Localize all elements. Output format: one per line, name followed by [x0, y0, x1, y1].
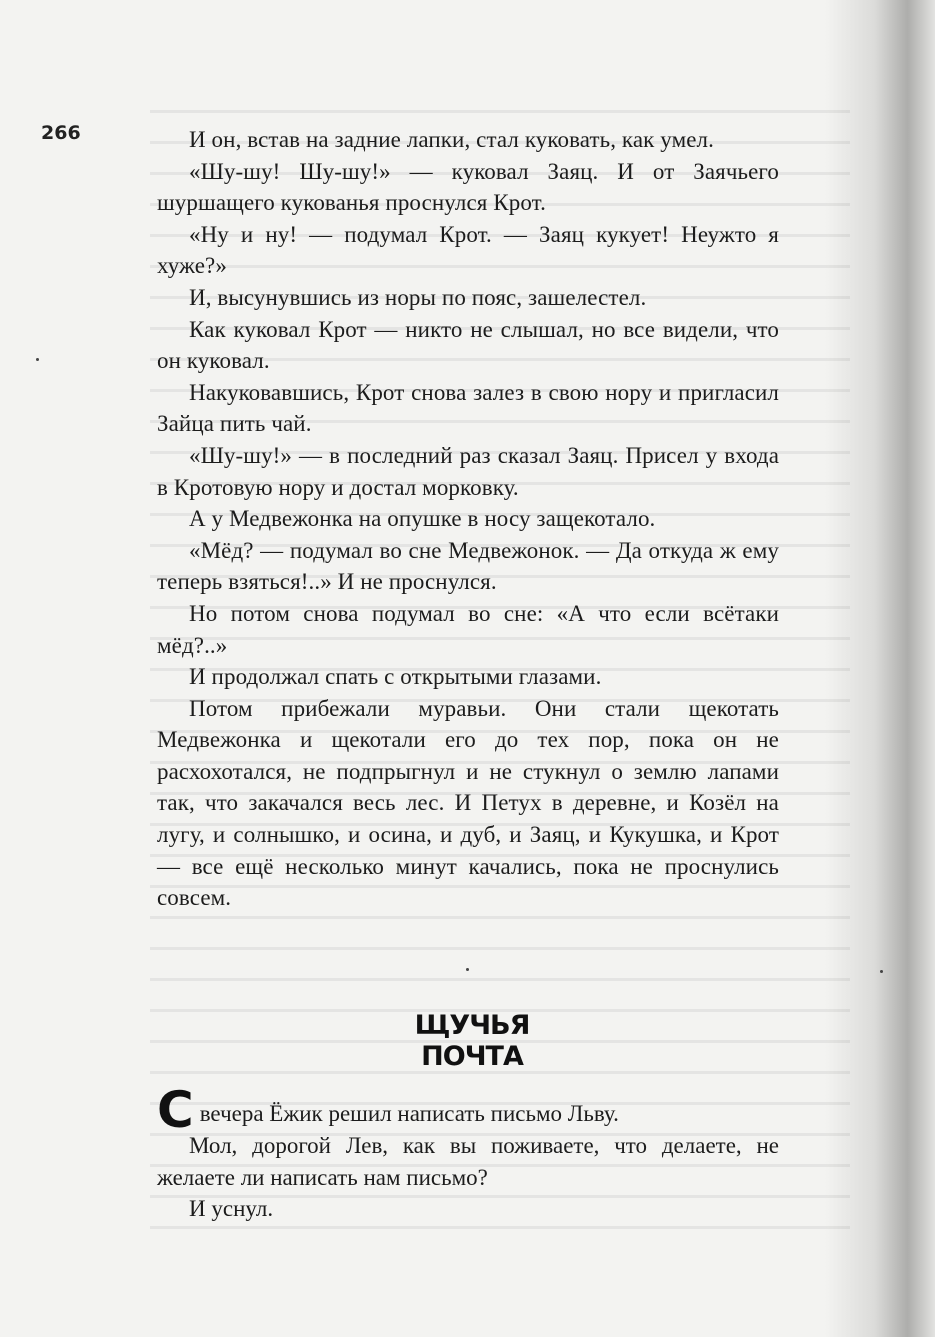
paragraph: Накуковавшись, Крот снова залез в свою нору и пригласил Зайца пить чай.: [157, 379, 779, 437]
paragraph: Но потом снова подумал во сне: «А что если всётаки мёд?..»: [157, 600, 779, 658]
scan-speck: [880, 970, 883, 973]
scan-speck: [466, 968, 469, 971]
page-gutter-shadow: [825, 0, 935, 1337]
paragraph: «Шу-шу! Шу-шу!» — куковал Заяц. И от Заячьего шуршащего кукованья проснулся Крот.: [157, 158, 779, 216]
paragraph: И уснул.: [189, 1196, 274, 1222]
first-paragraph-text: вечера Ёжик решил написать письмо Льву.: [199, 1101, 619, 1126]
first-paragraph: [157, 1081, 779, 1139]
scan-speck: [36, 358, 39, 361]
drop-cap: С: [157, 1081, 194, 1139]
story-continuation: [157, 124, 779, 914]
paragraph: И, высунувшись из норы по пояс, зашелестел.: [189, 284, 647, 310]
paragraph: «Ну и ну! — подумал Крот. — Заяц кукует! Неужто я хуже?»: [157, 221, 779, 279]
new-story: [157, 1081, 779, 1225]
paragraph: Потом прибежали муравьи. Они стали щекотать Медвежонка и щекотали его до тех пор, пока он не расхохотался, не подпрыгнул и не стукнул о землю лапами так, что закачался весь лес. И Петух в деревне, и Козёл на лугу, и солнышко, и осина, и дуб, и Заяц, и Кукушка, и Крот — все ещё несколько минут качались, пока не проснулись совсем.: [157, 695, 779, 911]
section-title: ЩУЧЬЯ ПОЧТА: [414, 1010, 530, 1072]
paragraph: И продолжал спать с открытыми глазами.: [189, 664, 602, 690]
paragraph: Мол, дорогой Лев, как вы поживаете, что делаете, не желаете ли написать нам письмо?: [157, 1133, 779, 1190]
paragraph: Как куковал Крот — никто не слышал, но все видели, что он куковал.: [157, 316, 779, 374]
paragraph: А у Медвежонка на опушке в носу защекотало.: [189, 506, 656, 532]
paragraph: И он, встав на задние лапки, стал куковать, как умел.: [189, 127, 714, 152]
paragraph: «Шу-шу!» — в последний раз сказал Заяц. Присел у входа в Кротовую нору и достал морковку.: [157, 442, 779, 500]
paragraph: «Мёд? — подумал во сне Медвежонок. — Да откуда ж ему теперь взяться!..» И не проснулся.: [157, 537, 779, 595]
page-number: 266: [41, 122, 81, 144]
